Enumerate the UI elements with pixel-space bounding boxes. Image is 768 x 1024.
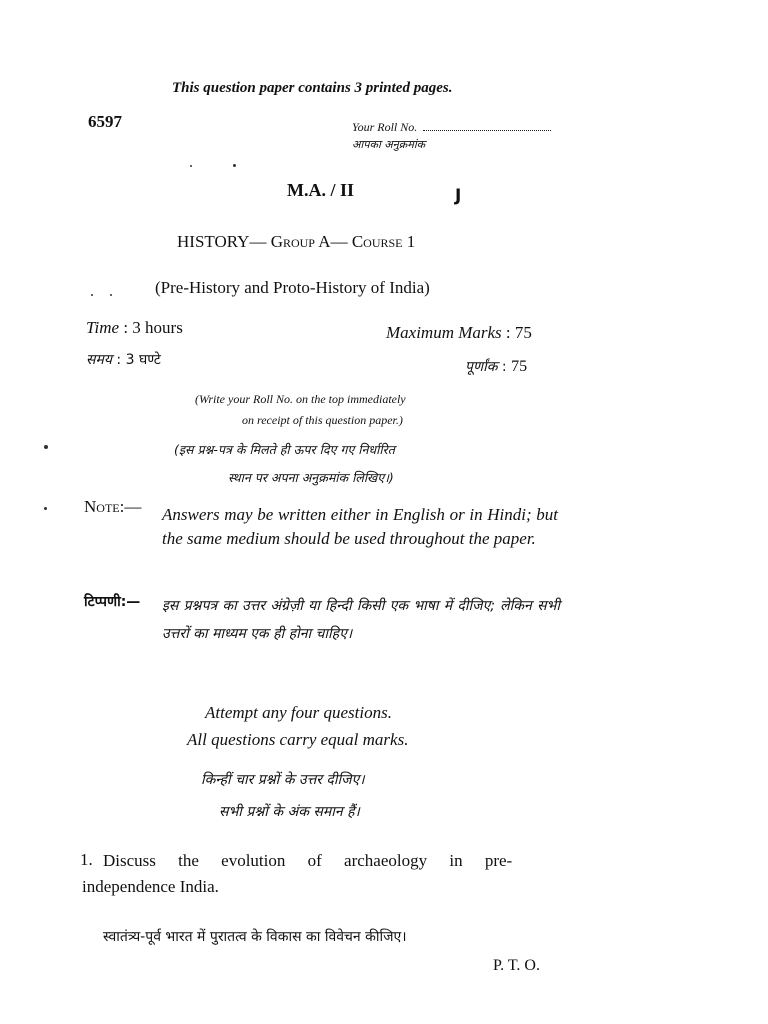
pages-note: This question paper contains 3 printed pages.: [172, 80, 453, 96]
course-line: [177, 232, 415, 252]
speck-2: [190, 165, 192, 167]
roll-instruction-hi-1: (इस प्रश्न-पत्र के मिलते ही ऊपर दिए गए निर्धारित: [174, 442, 395, 457]
attempt-hi-2: सभी प्रश्नों के अंक समान हैं।: [219, 804, 360, 820]
question-text-en-2: independence India.: [82, 877, 219, 896]
marks-label-hi: पूर्णांक: [465, 359, 498, 375]
marks-row-hi: पूर्णांक : 75: [465, 358, 528, 375]
time-row-en: Time : 3 hours: [86, 318, 183, 337]
speck-5: [44, 445, 48, 449]
course-number: Course 1: [351, 232, 416, 251]
speck-6: [44, 507, 47, 510]
program-title: M.A. / II: [287, 180, 354, 200]
roll-instruction-en-1: (Write your Roll No. on the top immediately: [195, 392, 406, 406]
sep-2: —: [330, 232, 348, 251]
pto-label: P. T. O.: [493, 957, 540, 974]
roll-label-en: Your Roll No.: [352, 120, 418, 134]
note-label-en: Note:—: [84, 497, 142, 516]
attempt-en-1: Attempt any four questions.: [205, 703, 392, 722]
roll-instruction-hi-2: स्थान पर अपना अनुक्रमांक लिखिए।): [228, 470, 394, 485]
subject: HISTORY: [177, 232, 250, 251]
question-text-en-1: Discuss the evolution of archaeology in pre-: [103, 851, 513, 870]
note-text-hi: इस प्रश्नपत्र का उत्तर अंग्रेज़ी या हिन्दी किसी एक भाषा में दीजिए; लेकिन सभी उत्तरों का माध्यम एक ही होना चाहिए।: [162, 598, 560, 642]
roll-label-hi: आपका अनुक्रमांक: [352, 138, 426, 151]
course-title: (Pre-History and Proto-History of India): [155, 278, 430, 297]
roll-blank-line: [423, 118, 551, 131]
sep-1: —: [249, 232, 267, 251]
speck-4: [110, 294, 112, 296]
roll-instruction-en-2: on receipt of this question paper.): [242, 413, 403, 427]
question-text-hi: स्वातंत्र्य-पूर्व भारत में पुरातत्व के विकास का विवेचन कीजिए।: [103, 929, 407, 945]
marks-label-en: Maximum Marks: [386, 323, 502, 342]
marks-value-hi: 75: [511, 358, 528, 375]
time-row-hi: समय : 3 घण्टे: [86, 352, 161, 368]
time-label-en: Time: [86, 318, 120, 337]
attempt-en-2: All questions carry equal marks.: [187, 730, 409, 749]
note-label-hi: टिप्पणी:—: [84, 594, 141, 610]
note-text-en: Answers may be written either in English or in Hindi; but the same medium should be used throughout the paper.: [162, 505, 558, 548]
time-value-hi: 3 घण्टे: [125, 352, 161, 368]
set-code: J: [455, 186, 462, 206]
paper-code: 6597: [88, 112, 122, 131]
marks-value-en: 75: [514, 323, 532, 342]
time-label-hi: समय: [86, 352, 112, 368]
speck-3: [91, 294, 93, 296]
group: Group A: [270, 232, 331, 251]
speck-1: [233, 164, 236, 167]
time-value-en: 3 hours: [132, 318, 183, 337]
attempt-hi-1: किन्हीं चार प्रश्नों के उत्तर दीजिए।: [201, 772, 365, 788]
roll-number-field: [352, 118, 551, 135]
question-number: 1.: [80, 850, 93, 869]
marks-row-en: Maximum Marks : 75: [386, 323, 532, 342]
